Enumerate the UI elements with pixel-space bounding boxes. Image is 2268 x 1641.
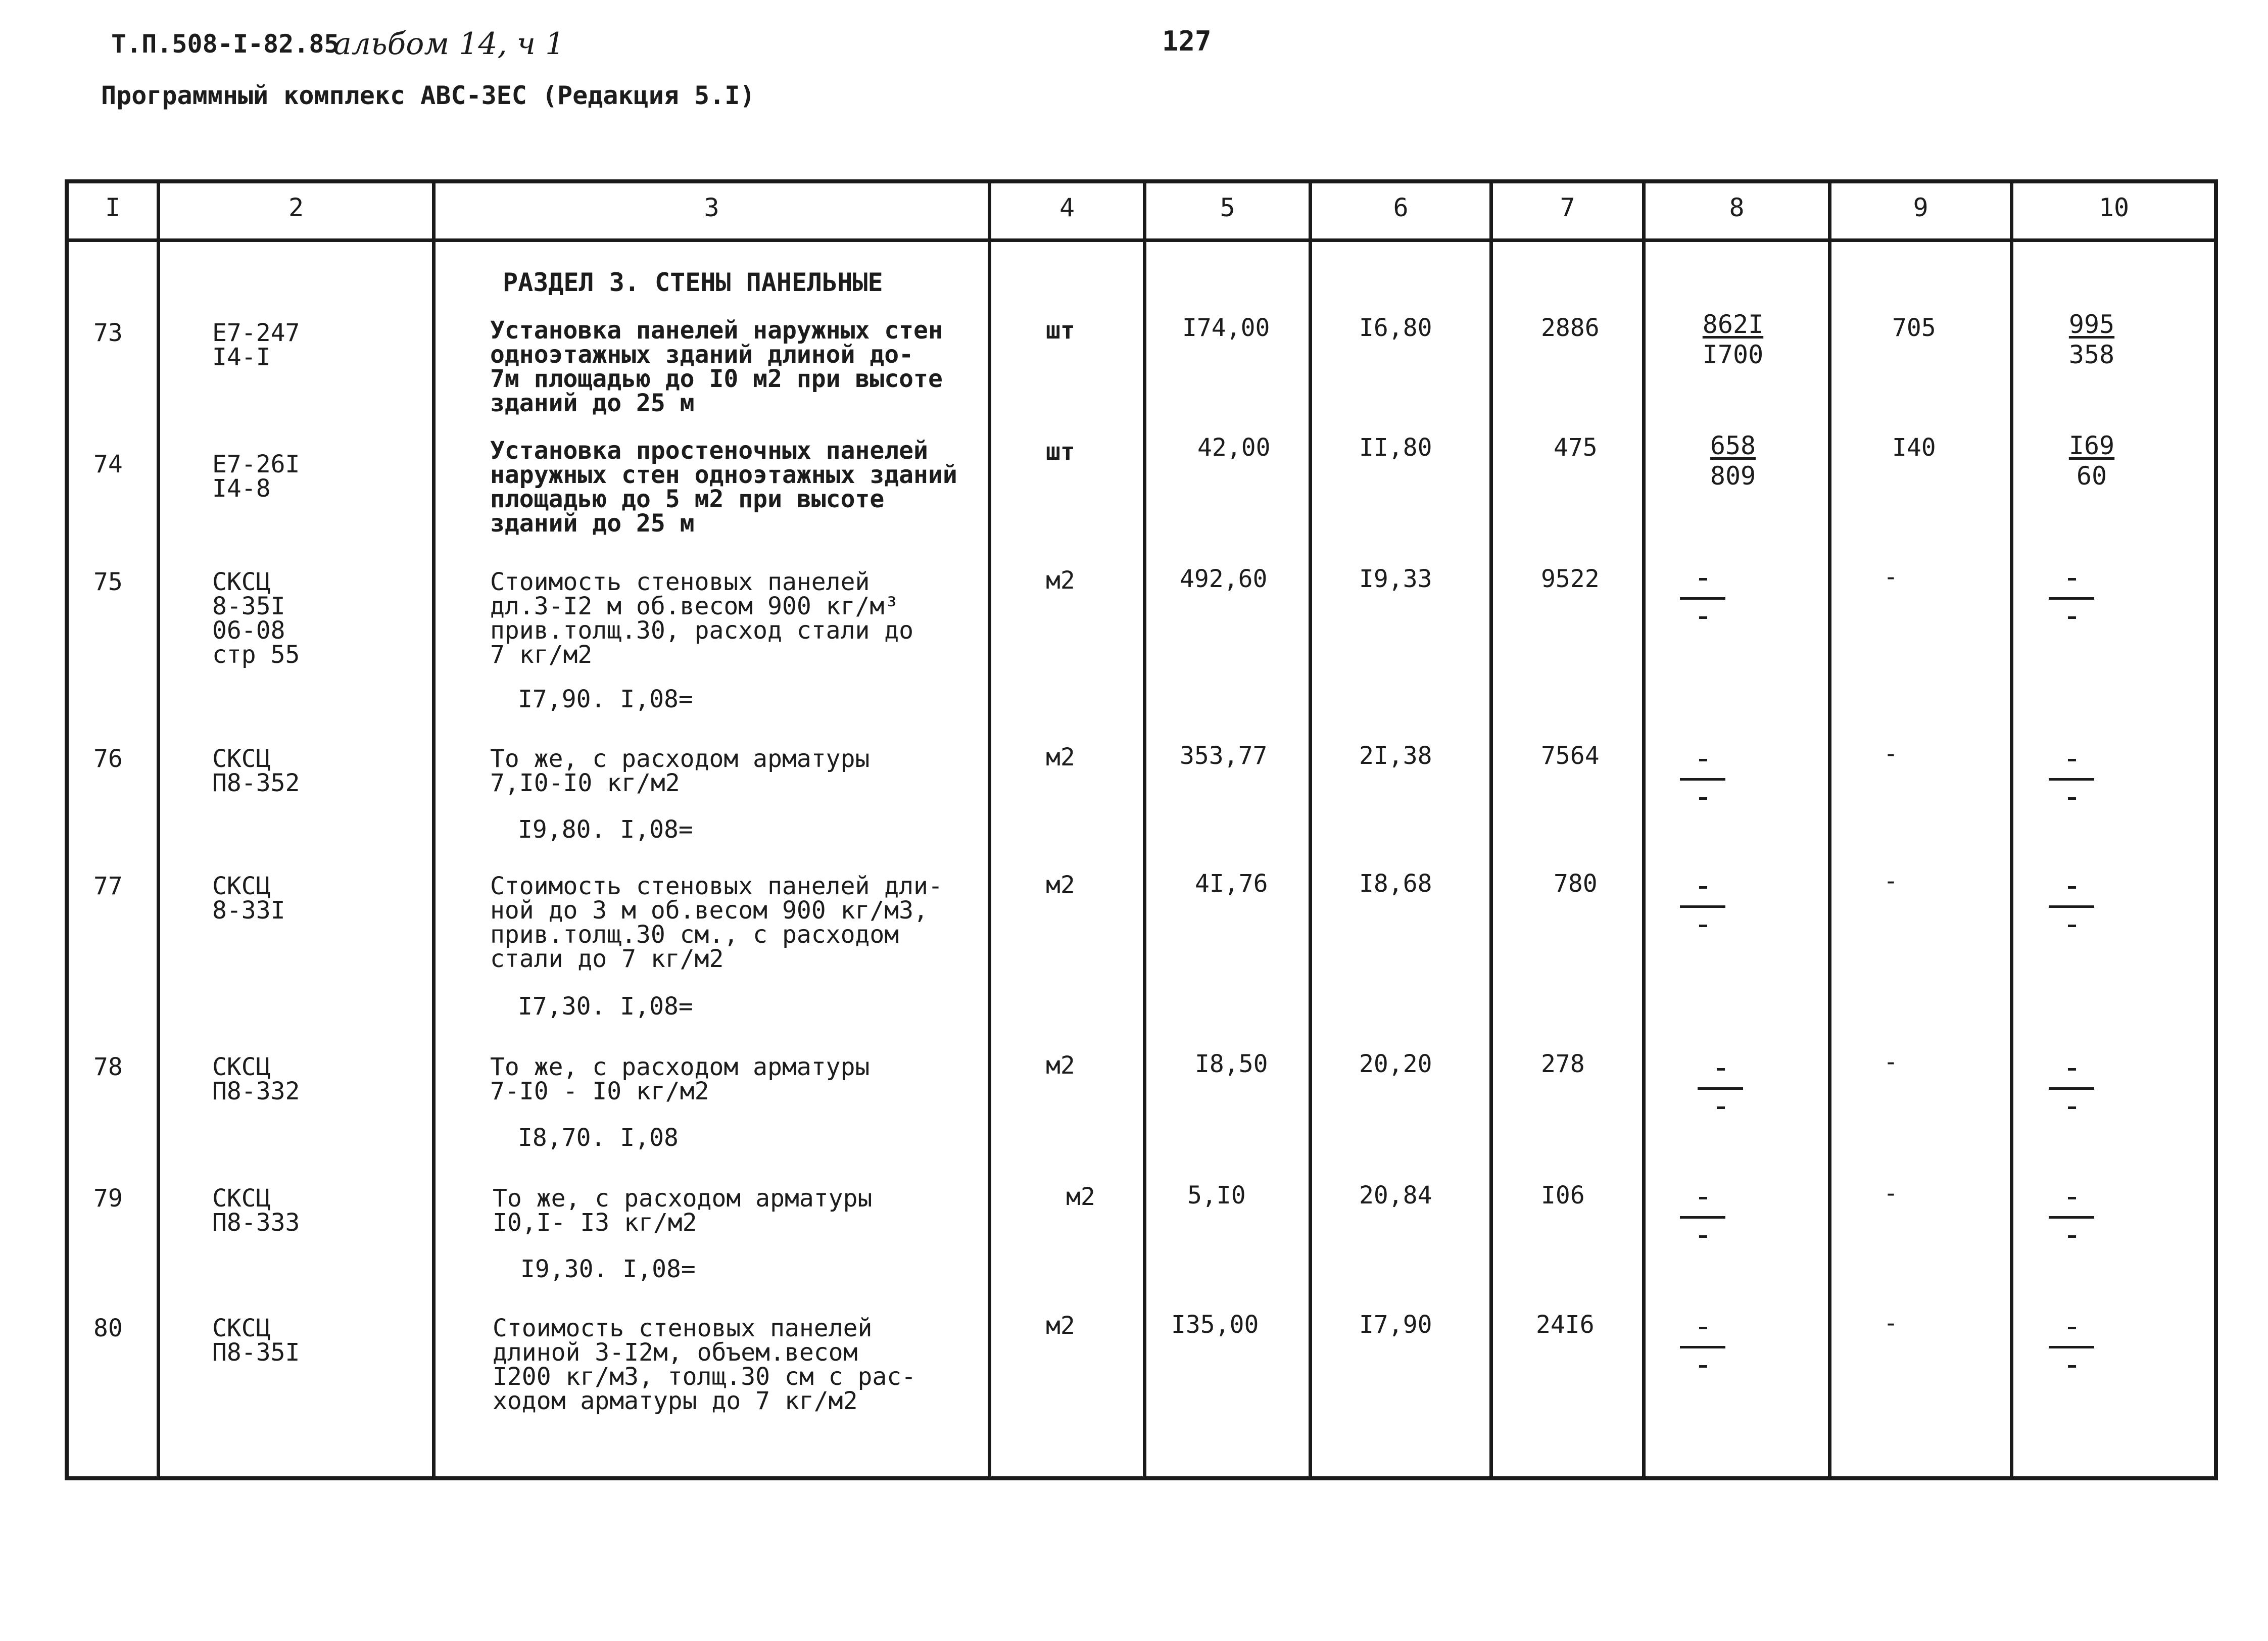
row-number: 79 <box>93 1184 123 1213</box>
col10-bottom <box>2068 616 2076 619</box>
unit: м2 <box>1046 871 1075 899</box>
column-header: 3 <box>704 193 719 222</box>
unit-price: 2I,38 <box>1359 742 1432 770</box>
col8-bottom <box>1699 1235 1707 1238</box>
col8-fraction <box>1680 752 1725 807</box>
row-number: 78 <box>93 1053 123 1081</box>
price-calculation: I7,90. I,08= <box>518 685 693 713</box>
section-title: РАЗДЕЛ 3. СТЕНЫ ПАНЕЛЬНЫЕ <box>503 268 883 297</box>
col10-fraction <box>2049 1061 2094 1117</box>
total-cost: 9522 <box>1541 565 1600 593</box>
col10-fraction <box>2049 752 2094 807</box>
col10-bottom <box>2068 797 2076 800</box>
page-number: 127 <box>1162 25 1212 57</box>
col10-top <box>2068 578 2076 581</box>
col9-value: - <box>1884 563 1898 591</box>
col8-top <box>1717 1068 1725 1071</box>
unit-price: 20,84 <box>1359 1181 1432 1210</box>
col8-top: 862I <box>1702 310 1764 339</box>
column-divider <box>1143 179 1146 1480</box>
quantity: I74,00 <box>1182 314 1270 342</box>
header-divider <box>65 238 2218 242</box>
document-code: Т.П.508-I-82.85 <box>111 29 340 59</box>
rate-code: СКСЦ П8-333 <box>212 1184 300 1237</box>
column-divider <box>432 179 436 1480</box>
rate-code: СКСЦ П8-352 <box>212 745 300 797</box>
col10-top: I69 <box>2068 431 2115 460</box>
unit: м2 <box>1046 743 1075 771</box>
col8-top <box>1699 578 1707 581</box>
col10-bottom <box>2068 1365 2076 1368</box>
work-description: Установка простеночных панелей наружных стен одноэтажных зданий площадью до 5 м2 при высоте зданий до 25 м <box>490 437 957 538</box>
column-divider <box>157 179 160 1480</box>
unit-price: I8,68 <box>1359 870 1432 898</box>
rate-code: СКСЦ П8-35I <box>212 1314 300 1367</box>
price-calculation: I9,80. I,08= <box>518 815 693 844</box>
unit: м2 <box>1046 1312 1075 1340</box>
column-header: 9 <box>1913 193 1928 222</box>
col10-fraction <box>2049 571 2094 626</box>
quantity: 4I,76 <box>1195 870 1268 898</box>
col8-fraction <box>1680 1320 1725 1375</box>
col10-bottom: 358 <box>2068 340 2115 369</box>
col8-fraction <box>1698 1061 1743 1117</box>
work-description: Установка панелей наружных стен одноэтажных зданий длиной до- 7м площадью до I0 м2 при высоте зданий до 25 м <box>490 316 943 417</box>
col8-bottom <box>1699 797 1707 800</box>
total-cost: 780 <box>1554 870 1598 898</box>
unit-price: I9,33 <box>1359 565 1432 593</box>
col10-top: 995 <box>2068 310 2115 339</box>
column-divider <box>988 179 991 1480</box>
estimate-table <box>65 179 2218 1480</box>
total-cost: 2886 <box>1541 314 1600 342</box>
column-header: 5 <box>1220 193 1235 222</box>
col10-bottom: 60 <box>2076 461 2107 491</box>
row-number: 77 <box>93 872 123 900</box>
quantity: I35,00 <box>1171 1311 1259 1339</box>
col10-bottom <box>2068 1235 2076 1238</box>
price-calculation: I8,70. I,08 <box>518 1124 679 1152</box>
work-description: То же, с расходом арматуры 7,I0-I0 кг/м2 <box>490 745 870 797</box>
col9-value: - <box>1884 1048 1898 1076</box>
total-cost: I06 <box>1541 1181 1585 1210</box>
quantity: 5,I0 <box>1187 1181 1246 1210</box>
column-header: 6 <box>1393 193 1409 222</box>
column-header: 7 <box>1560 193 1575 222</box>
software-subtitle: Программный комплекс АВС-ЗЕС (Редакция 5.I) <box>101 81 755 110</box>
total-cost: 475 <box>1554 433 1598 462</box>
price-calculation: I9,30. I,08= <box>520 1255 696 1283</box>
quantity: I8,50 <box>1195 1050 1268 1078</box>
unit-price: 20,20 <box>1359 1050 1432 1078</box>
column-header: 2 <box>288 193 304 222</box>
work-description: То же, с расходом арматуры 7-I0 - I0 кг/м2 <box>490 1053 870 1105</box>
unit-price: I7,90 <box>1359 1311 1432 1339</box>
rate-code: Е7-247 I4-I <box>212 319 300 371</box>
col8-fraction <box>1703 430 1763 491</box>
column-divider <box>1309 179 1312 1480</box>
col9-value: - <box>1884 867 1898 895</box>
work-description: Стоимость стеновых панелей длиной 3-I2м, объем.весом I200 кг/м3, толщ.30 см с рас- ходом арматуры до 7 кг/м2 <box>493 1314 916 1415</box>
col10-top <box>2068 1327 2076 1329</box>
column-divider <box>1642 179 1646 1480</box>
col8-top <box>1699 759 1707 761</box>
col8-top <box>1699 886 1707 889</box>
col10-bottom <box>2068 1106 2076 1109</box>
col9-value: I40 <box>1892 433 1936 462</box>
rate-code: СКСЦ П8-332 <box>212 1053 300 1105</box>
col10-fraction <box>2049 879 2094 935</box>
col8-bottom: I700 <box>1702 340 1764 369</box>
total-cost: 24I6 <box>1536 1311 1595 1339</box>
col9-value: - <box>1884 1179 1898 1208</box>
col9-value: - <box>1884 1309 1898 1337</box>
column-header: I <box>105 193 121 222</box>
unit-price: I6,80 <box>1359 314 1432 342</box>
total-cost: 278 <box>1541 1050 1585 1078</box>
col9-value: 705 <box>1892 314 1936 342</box>
column-divider <box>2010 179 2013 1480</box>
rate-code: Е7-26I I4-8 <box>212 450 300 503</box>
col10-top <box>2068 759 2076 761</box>
col8-top <box>1699 1197 1707 1199</box>
col10-top <box>2068 886 2076 889</box>
col8-fraction <box>1680 571 1725 626</box>
unit: шт <box>1046 316 1075 345</box>
unit-price: II,80 <box>1359 433 1432 462</box>
unit: м2 <box>1046 1051 1075 1080</box>
row-number: 73 <box>93 319 123 347</box>
col8-fraction <box>1693 309 1773 370</box>
row-number: 75 <box>93 568 123 596</box>
work-description: Стоимость стеновых панелей дли- ной до 3 м об.весом 900 кг/м3, прив.толщ.30 см., с расходом стали до 7 кг/м2 <box>490 872 943 973</box>
col8-fraction <box>1680 879 1725 935</box>
price-calculation: I7,30. I,08= <box>518 992 693 1021</box>
col8-top <box>1699 1327 1707 1329</box>
col8-bottom <box>1699 925 1707 927</box>
col10-fraction <box>2061 430 2122 491</box>
row-number: 74 <box>93 450 123 478</box>
col8-fraction <box>1680 1190 1725 1245</box>
unit: шт <box>1046 438 1075 466</box>
work-description: То же, с расходом арматуры I0,I- I3 кг/м2 <box>493 1184 873 1237</box>
quantity: 42,00 <box>1197 433 1271 462</box>
col10-bottom <box>2068 925 2076 927</box>
col8-top: 658 <box>1710 431 1756 460</box>
col10-fraction <box>2049 1320 2094 1375</box>
handwritten-album-note: альбом 14, ч 1 <box>333 26 565 62</box>
col10-top <box>2068 1068 2076 1071</box>
column-header: 4 <box>1059 193 1075 222</box>
col10-fraction <box>2049 1190 2094 1245</box>
col10-top <box>2068 1197 2076 1199</box>
rate-code: СКСЦ 8-33I <box>212 872 285 925</box>
col10-fraction <box>2061 309 2122 370</box>
unit: м2 <box>1066 1183 1095 1211</box>
row-number: 76 <box>93 745 123 773</box>
column-divider <box>1828 179 1831 1480</box>
col8-bottom: 809 <box>1710 461 1756 491</box>
column-header: 10 <box>2098 193 2130 222</box>
total-cost: 7564 <box>1541 742 1600 770</box>
column-divider <box>1489 179 1493 1480</box>
quantity: 492,60 <box>1180 565 1268 593</box>
col8-bottom <box>1717 1106 1725 1109</box>
quantity: 353,77 <box>1180 742 1268 770</box>
unit: м2 <box>1046 566 1075 595</box>
col9-value: - <box>1884 740 1898 768</box>
col8-bottom <box>1699 1365 1707 1368</box>
col8-bottom <box>1699 616 1707 619</box>
row-number: 80 <box>93 1314 123 1342</box>
column-header: 8 <box>1729 193 1745 222</box>
rate-code: СКСЦ 8-35I 06-08 стр 55 <box>212 568 300 669</box>
work-description: Стоимость стеновых панелей дл.3-I2 м об.весом 900 кг/м³ прив.толщ.30, расход стали до 7 кг/м2 <box>490 568 914 669</box>
